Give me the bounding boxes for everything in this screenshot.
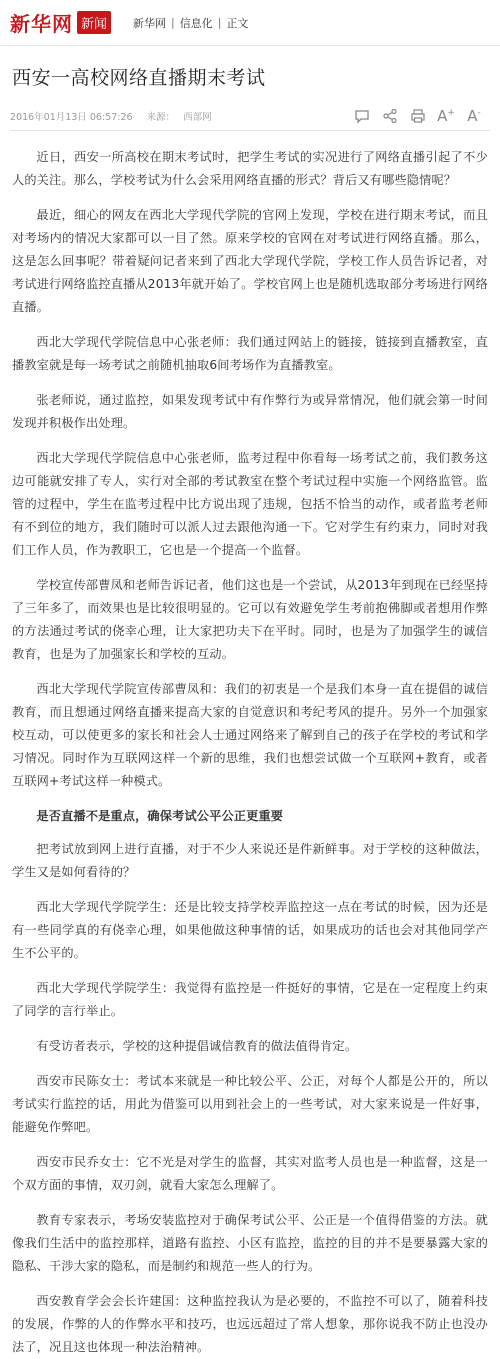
article-meta [10, 101, 490, 131]
site-header [0, 0, 500, 46]
paragraph: 张老师说，通过监控，如果发现考试中有作弊行为或异常情况，他们就会第一时间发现并积极作出处理。 [12, 393, 488, 430]
breadcrumb-home[interactable]: 新华网 [133, 16, 167, 30]
article-toolbar [348, 104, 488, 128]
paragraph: 教育专家表示，考场安装监控对于确保考试公平、公正是一个值得借鉴的方法。就像我们生活中的监控那样，道路有监控、小区有监控，监控的目的并不是要暴露大家的隐私、干涉大家的隐私，而是制约和规范一些人的行为。 [12, 1213, 488, 1273]
paragraph: 西北大学现代学院信息中心张老师：我们通过网站上的链接，链接到直播教室，直播教室就是每一场考试之前随机抽取6间考场作为直播教室。 [12, 335, 488, 372]
paragraph: 西北大学现代学院学生：还是比较支持学校弄监控这一点在考试的时候，因为还是有一些同学真的有侥幸心理，如果他做这种事情的话，如果成功的话也会对其他同学产生不公平的。 [12, 900, 488, 960]
site-logo[interactable] [10, 8, 111, 37]
print-icon[interactable] [404, 104, 432, 128]
breadcrumb [133, 15, 248, 31]
comment-icon[interactable] [348, 104, 376, 128]
source-label: 来源： [146, 111, 176, 123]
share-icon[interactable] [376, 104, 404, 128]
breadcrumb-separator: | [217, 16, 222, 29]
section-subheading: 是否直播不是重点，确保考试公平公正更重要 [36, 809, 284, 823]
article-title: 西安一高校网络直播期末考试 [12, 67, 266, 89]
logo-tag: 新闻 [77, 11, 111, 34]
logo-text: 新华网 [10, 12, 73, 36]
paragraph: 最近，细心的网友在西北大学现代学院的官网上发现，学校在进行期末考试，而且对考场内的情况大家都可以一目了然。原来学校的官网在对考试进行网络直播。那么，这是怎么回事呢？带着疑问记者来到了西北大学现代学院，学校工作人员告诉记者，对考试进行网络监控直播从2013年就开始了。学校官网上也是随机选取部分考场进行网络直播。 [12, 208, 488, 314]
paragraph: 西安市民乔女士：它不光是对学生的监督，其实对监考人员也是一种监督，这是一个双方面的事情，双刃剑，就看大家怎么理解了。 [12, 1155, 488, 1192]
breadcrumb-channel[interactable]: 信息化 [179, 16, 213, 30]
publish-datetime: 2016年01月13日 06:57:26 [10, 111, 133, 123]
paragraph: 西北大学现代学院学生：我觉得有监控是一件挺好的事情，它是在一定程度上约束了同学的言行举止。 [12, 981, 488, 1018]
article-body [0, 146, 500, 1359]
paragraph: 有受访者表示，学校的这种提倡诚信教育的做法值得肯定。 [36, 1039, 358, 1053]
source-name: 西部网 [183, 111, 212, 123]
paragraph: 西安教育学会会长许建国：这种监控我认为是必要的，不监控不可以了，随着科技的发展，作弊的人的作弊水平和技巧，也远远超过了常人想象，那你说我不防止也没办法了，况且这也体现一种法治精神。 [12, 1294, 488, 1354]
paragraph: 西北大学现代学院信息中心张老师，监考过程中你看每一场考试之前，我们教务这边可能就安排了专人，实行对全部的考试教室在整个考试过程中实施一个网络监管。监管的过程中，学生在监考过程中比方说出现了违规，包括不恰当的动作，或者监考老师有不到位的地方，我们随时可以派人过去跟他沟通一下。它对学生有约束力，同时对我们工作人员，作为教职工，它也是一个提高一个监督。 [12, 451, 488, 557]
font-smaller-icon[interactable]: A- [467, 107, 481, 125]
paragraph: 把考试放到网上进行直播，对于不少人来说还是件新鲜事。对于学校的这种做法，学生又是如何看待的？ [12, 842, 488, 879]
breadcrumb-separator: | [171, 16, 175, 29]
paragraph: 近日，西安一所高校在期末考试时，把学生考试的实况进行了网络直播引起了不少人的关注。那么，学校考试为什么会采用网络直播的形式？背后又有哪些隐情呢？ [12, 150, 488, 187]
paragraph: 学校宣传部曹凤和老师告诉记者，他们这也是一个尝试，从2013年到现在已经坚持了三年多了，而效果也是比较很明显的。它可以有效避免学生考前抱佛脚或者想用作弊的方法通过考试的侥幸心理，让大家把功夫下在平时。同时，也是为了加强学生的诚信教育，也是为了加强家长和学校的互动。 [12, 578, 488, 661]
paragraph: 西北大学现代学院宣传部曹凤和：我们的初衷是一个是我们本身一直在提倡的诚信教育，而且想通过网络直播来提高大家的自觉意识和考纪考风的提升。另外一个加强家校互动，可以使更多的家长和社会人士通过网络来了解到自己的孩子在学校的考试和学习情况。同时作为互联网这样一个新的思维，我们也想尝试做一个互联网+教育，或者互联网+考试这样一种模式。 [12, 682, 488, 788]
font-larger-icon[interactable]: A+ [437, 107, 455, 125]
breadcrumb-current: 正文 [226, 16, 249, 30]
paragraph: 西安市民陈女士：考试本来就是一种比较公平、公正，对每个人都是公开的，所以考试实行监控的话，用此为借鉴可以用到社会上的一些考试，对大家来说是一件好事，能避免作弊吧。 [12, 1074, 488, 1134]
